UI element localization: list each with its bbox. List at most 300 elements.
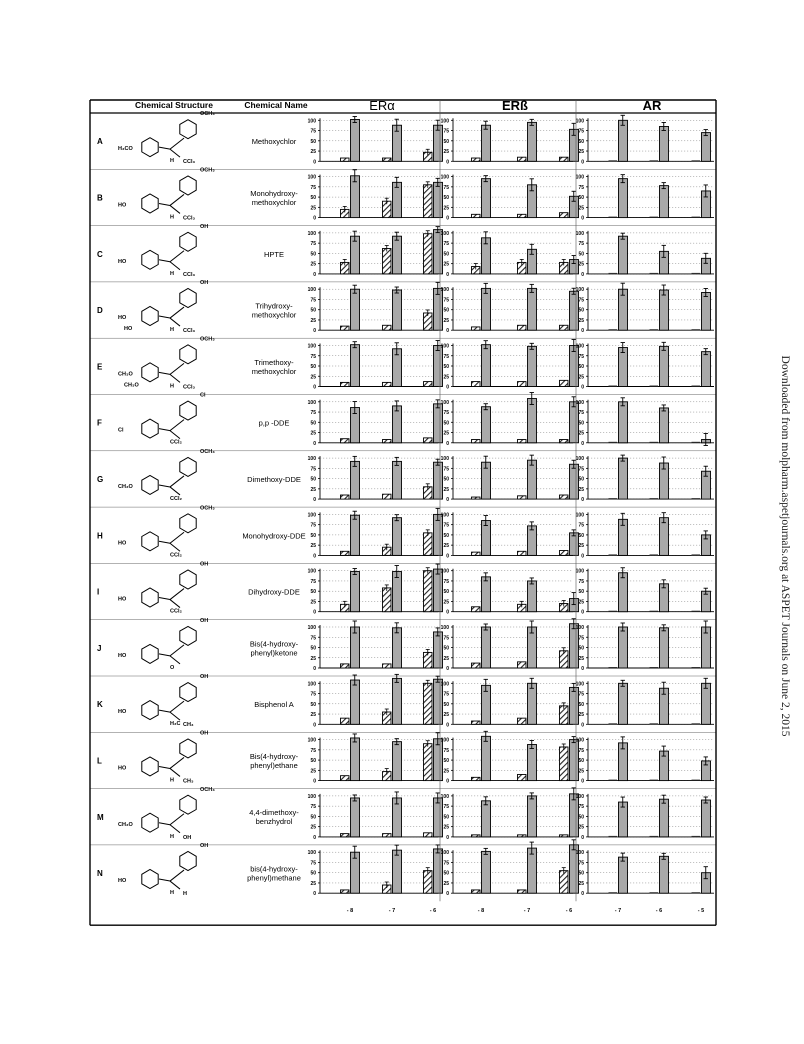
bar-hatched (472, 835, 481, 837)
y-tick-label: 100 (307, 287, 316, 294)
y-tick-label: 0 (446, 497, 449, 504)
bar-solid (482, 627, 491, 668)
y-tick-label: 50 (443, 138, 449, 145)
bond (170, 262, 180, 270)
bar-solid (660, 290, 669, 330)
benzene-ring (142, 194, 158, 213)
y-tick-label: 0 (446, 440, 449, 447)
bar-solid (660, 628, 669, 668)
bar-hatched (609, 273, 618, 274)
y-tick-label: 75 (310, 635, 316, 642)
y-tick-label: 25 (578, 824, 584, 831)
bar-hatched (560, 550, 569, 555)
bond (170, 318, 180, 326)
structure-label: H (170, 327, 174, 334)
bar-solid (619, 236, 628, 274)
bar-chart (441, 231, 579, 278)
bar-hatched (341, 495, 350, 499)
structure-label: OH (200, 280, 209, 287)
structure-label: H (170, 890, 174, 897)
bar-hatched (383, 440, 392, 443)
bar-hatched (341, 439, 350, 443)
structure-label: H (170, 383, 174, 390)
bar-chart (441, 731, 579, 784)
bond (159, 372, 170, 374)
benzene-ring (180, 120, 196, 139)
panel-title-era: ERα (369, 98, 395, 113)
structure-label: HO (118, 878, 127, 885)
bar-solid (660, 346, 669, 386)
y-tick-label: 100 (307, 230, 316, 237)
structure-label: CH₃ (183, 722, 194, 729)
bond (170, 363, 184, 374)
bar-solid (393, 518, 402, 556)
y-tick-label: 50 (443, 589, 449, 596)
bar-solid (528, 399, 537, 443)
bar-hatched (424, 683, 433, 724)
chemical-name: 4,4-dimethoxy-benzhydrol (249, 808, 299, 827)
chemical-structure (118, 224, 208, 278)
bar-chart (576, 568, 714, 616)
structure-label: H₃CO (118, 146, 133, 153)
y-tick-label: 0 (313, 328, 316, 335)
bar-chart (308, 341, 443, 391)
row-letter: D (97, 306, 103, 316)
chemical-structure (118, 505, 215, 558)
y-tick-label: 25 (443, 486, 449, 493)
y-tick-label: 50 (310, 420, 316, 427)
bar-chart (576, 794, 714, 841)
watermark-text: Downloaded from molpharm.aspetjournals.org at ASPET Journals on June 2, 2015 (779, 355, 791, 737)
y-tick-label: 100 (575, 850, 584, 857)
bar-chart (441, 340, 579, 391)
row-letter: A (97, 137, 103, 147)
y-tick-label: 50 (578, 251, 584, 258)
bar-solid (393, 678, 402, 724)
y-tick-label: 0 (581, 215, 584, 222)
y-tick-label: 75 (578, 184, 584, 191)
y-tick-label: 25 (443, 768, 449, 775)
structure-label: OH (200, 561, 209, 568)
name-header: Chemical Name (244, 100, 308, 110)
y-tick-label: 100 (575, 456, 584, 463)
bond (170, 656, 180, 664)
y-tick-label: 75 (310, 184, 316, 191)
y-tick-label: 75 (578, 353, 584, 360)
bar-solid (393, 628, 402, 668)
y-tick-label: 25 (578, 374, 584, 381)
bar-chart (441, 512, 579, 559)
structure-label: OH (183, 834, 192, 841)
bar-solid (570, 291, 579, 330)
y-tick-label: 0 (313, 215, 316, 222)
bar-solid (570, 402, 579, 443)
bar-solid (434, 346, 443, 387)
bar-hatched (692, 611, 701, 612)
structure-label: CH₃ (183, 778, 194, 785)
bar-solid (660, 856, 669, 893)
chemical-name: Bisphenol A (254, 700, 294, 710)
row-letter: I (97, 587, 100, 597)
y-tick-label: 0 (313, 440, 316, 447)
y-tick-label: 100 (440, 343, 449, 350)
benzene-ring (142, 363, 158, 382)
bar-solid (482, 736, 491, 780)
bar-solid (528, 122, 537, 161)
y-tick-label: 25 (443, 317, 449, 324)
bar-hatched (609, 329, 618, 330)
y-tick-label: 100 (307, 681, 316, 688)
bar-chart (308, 282, 443, 334)
y-tick-label: 50 (443, 251, 449, 258)
structure-label: Cl (118, 427, 124, 434)
y-tick-label: 25 (578, 880, 584, 887)
bar-chart (308, 456, 443, 503)
bar-chart (441, 283, 579, 334)
bar-solid (660, 799, 669, 837)
bond (170, 476, 184, 487)
x-tick-label: - 8 (346, 908, 354, 915)
benzene-ring (180, 570, 196, 589)
structure-label: Cl (200, 392, 206, 399)
structure-header: Chemical Structure (135, 100, 213, 110)
bar-solid (393, 742, 402, 781)
y-tick-label: 100 (307, 174, 316, 181)
y-tick-label: 0 (313, 834, 316, 841)
bar-chart (441, 569, 579, 616)
y-tick-label: 0 (446, 159, 449, 166)
y-tick-label: 75 (578, 691, 584, 698)
bond (159, 823, 170, 825)
x-tick-label: - 6 (429, 908, 437, 915)
y-tick-label: 50 (443, 870, 449, 877)
structure-label: CH₃O (118, 483, 133, 490)
row-letter: F (97, 418, 102, 428)
bar-solid (482, 125, 491, 161)
bar-solid (434, 798, 443, 837)
y-tick-label: 25 (310, 486, 316, 493)
bar-hatched (424, 533, 433, 556)
bar-hatched (609, 554, 618, 555)
y-tick-label: 50 (443, 476, 449, 483)
y-tick-label: 25 (578, 655, 584, 662)
y-tick-label: 75 (578, 747, 584, 754)
bond (170, 757, 184, 768)
y-tick-label: 100 (440, 568, 449, 575)
bond (159, 147, 170, 149)
bar-hatched (609, 442, 618, 443)
y-tick-label: 0 (581, 271, 584, 278)
y-tick-label: 100 (575, 793, 584, 800)
bar-hatched (383, 834, 392, 837)
bar-solid (393, 850, 402, 893)
y-tick-label: 25 (578, 261, 584, 268)
y-tick-label: 100 (575, 625, 584, 631)
bar-hatched (560, 157, 569, 161)
y-tick-label: 75 (310, 410, 316, 417)
bar-hatched (383, 248, 392, 273)
bond (170, 870, 184, 881)
y-tick-label: 100 (575, 287, 584, 294)
bar-hatched (472, 777, 481, 780)
structure-label: OCH₃ (200, 448, 215, 455)
y-tick-label: 0 (313, 553, 316, 560)
bar-hatched (560, 380, 569, 386)
y-tick-label: 0 (313, 609, 316, 616)
bar-solid (482, 851, 491, 893)
bar-hatched (650, 442, 659, 443)
bar-hatched (692, 217, 701, 218)
bar-chart (441, 455, 579, 503)
y-tick-label: 100 (440, 737, 449, 744)
bar-chart (441, 118, 579, 165)
bond (170, 712, 180, 720)
y-tick-label: 50 (443, 364, 449, 370)
bond (170, 532, 184, 543)
row-letter: G (97, 474, 104, 484)
benzene-ring (180, 626, 196, 645)
bar-solid (528, 460, 537, 499)
bar-hatched (472, 497, 481, 499)
structure-label: CCl₂ (170, 495, 182, 502)
structure-label: CCl₂ (170, 608, 182, 615)
bond (170, 600, 180, 608)
bar-solid (528, 848, 537, 893)
bar-chart (576, 283, 714, 334)
bar-hatched (518, 718, 527, 724)
bar-chart (308, 792, 443, 841)
y-tick-label: 0 (581, 722, 584, 729)
chemical-name: Monohydroxy-DDE (242, 531, 306, 541)
bar-solid (434, 182, 443, 217)
x-tick-label: - 7 (388, 908, 396, 915)
y-tick-label: 50 (443, 532, 449, 539)
structure-label: HO (118, 540, 127, 547)
bar-solid (660, 126, 669, 161)
bar-solid (660, 186, 669, 218)
bar-hatched (472, 214, 481, 217)
y-tick-label: 50 (310, 195, 316, 202)
y-tick-label: 25 (310, 655, 316, 662)
y-tick-label: 75 (443, 691, 449, 698)
bar-solid (619, 458, 628, 499)
structure-label: H (170, 214, 174, 221)
row-letter: E (97, 362, 103, 372)
bar-hatched (518, 325, 527, 330)
structure-label: CCl₃ (183, 215, 196, 222)
y-tick-label: 75 (578, 804, 584, 811)
y-tick-label: 75 (443, 578, 449, 585)
bar-hatched (609, 723, 618, 724)
y-tick-label: 100 (440, 850, 449, 857)
y-tick-label: 25 (443, 149, 449, 156)
chemical-structure (118, 449, 215, 502)
structure-label: OCH₃ (200, 786, 215, 793)
structure-label: CCl₂ (170, 439, 182, 446)
bar-hatched (609, 836, 618, 837)
y-tick-label: 0 (581, 891, 584, 898)
bar-solid (528, 581, 537, 612)
bond (159, 316, 170, 318)
y-tick-label: 75 (443, 804, 449, 811)
structure-label: OH (200, 730, 209, 737)
y-tick-label: 75 (443, 241, 449, 248)
benzene-ring (142, 757, 158, 776)
y-tick-label: 25 (310, 430, 316, 437)
bar-chart (576, 621, 714, 672)
chemical-name: Dihydroxy-DDE (248, 587, 300, 597)
benzene-ring (142, 475, 158, 494)
bar-solid (570, 794, 579, 837)
bar-chart (441, 619, 579, 672)
chemical-name: Dimethoxy-DDE (247, 474, 301, 484)
bond (159, 260, 170, 262)
bar-hatched (518, 551, 527, 555)
bar-hatched (424, 382, 433, 387)
bar-hatched (424, 833, 433, 837)
bar-solid (351, 236, 360, 274)
y-tick-label: 25 (578, 486, 584, 493)
bar-hatched (650, 554, 659, 555)
y-tick-label: 25 (578, 205, 584, 212)
y-tick-label: 0 (313, 497, 316, 504)
y-tick-label: 0 (446, 891, 449, 898)
y-tick-label: 75 (310, 128, 316, 135)
y-tick-label: 100 (307, 512, 316, 519)
y-tick-label: 75 (578, 410, 584, 417)
x-tick-label: - 6 (655, 908, 663, 915)
bar-hatched (692, 892, 701, 893)
bar-hatched (383, 494, 392, 499)
bond (170, 420, 184, 431)
y-tick-label: 0 (313, 666, 316, 672)
benzene-ring (180, 739, 196, 758)
structure-label: OH (200, 223, 209, 230)
bar-hatched (609, 217, 618, 218)
y-tick-label: 75 (310, 691, 316, 698)
structure-label: CH₃O (118, 371, 133, 378)
y-tick-label: 25 (443, 543, 449, 550)
y-tick-label: 25 (310, 712, 316, 719)
y-tick-label: 0 (581, 553, 584, 560)
x-tick-label: - 7 (523, 908, 531, 915)
benzene-ring (180, 176, 196, 195)
structure-label: O (170, 664, 175, 671)
bar-hatched (424, 438, 433, 443)
y-tick-label: 50 (578, 532, 584, 539)
bar-hatched (560, 747, 569, 781)
y-tick-label: 100 (440, 456, 449, 463)
chemical-name: Trimethoxy-methoxychlor (251, 357, 297, 376)
y-tick-label: 100 (307, 456, 316, 463)
y-tick-label: 0 (581, 440, 584, 447)
benzene-ring (142, 307, 158, 326)
y-tick-label: 50 (310, 645, 316, 652)
y-tick-label: 100 (307, 737, 316, 744)
y-tick-label: 75 (578, 128, 584, 135)
y-tick-label: 0 (581, 834, 584, 841)
panel-title-erb: ERß (502, 98, 528, 113)
y-tick-label: 0 (446, 834, 449, 841)
structure-label: H₃C (170, 721, 181, 728)
y-tick-label: 0 (446, 271, 449, 278)
y-tick-label: 75 (310, 466, 316, 473)
bar-solid (351, 515, 360, 555)
bar-solid (702, 352, 711, 387)
bar-solid (434, 632, 443, 668)
bond (170, 374, 180, 382)
y-tick-label: 75 (310, 578, 316, 585)
y-tick-label: 50 (443, 645, 449, 652)
y-tick-label: 75 (578, 241, 584, 248)
bar-solid (434, 404, 443, 443)
bar-hatched (609, 386, 618, 387)
bond (170, 149, 180, 157)
bar-chart (308, 621, 443, 672)
chemical-structure (118, 618, 208, 671)
bar-hatched (383, 325, 392, 330)
y-tick-label: 100 (307, 343, 316, 350)
x-tick-label: - 7 (614, 908, 622, 915)
bar-hatched (692, 498, 701, 499)
structure-label: CCl₃ (183, 384, 196, 391)
y-tick-label: 25 (310, 880, 316, 887)
y-tick-label: 25 (578, 317, 584, 324)
bond (170, 543, 180, 551)
y-tick-label: 25 (443, 655, 449, 662)
y-tick-label: 25 (578, 599, 584, 606)
bar-hatched (341, 834, 350, 837)
y-tick-label: 25 (443, 599, 449, 606)
y-tick-label: 100 (307, 399, 316, 406)
y-tick-label: 75 (443, 860, 449, 867)
bar-hatched (424, 185, 433, 218)
y-tick-label: 0 (581, 159, 584, 166)
structure-label: H (183, 891, 187, 898)
bar-hatched (650, 780, 659, 781)
bond (159, 654, 170, 656)
bar-hatched (518, 382, 527, 387)
bar-hatched (518, 440, 527, 443)
bar-solid (393, 236, 402, 274)
row-letter: K (97, 700, 103, 710)
y-tick-label: 0 (446, 328, 449, 335)
bar-solid (351, 119, 360, 161)
x-tick-label: - 6 (565, 908, 573, 915)
bar-hatched (560, 835, 569, 837)
y-tick-label: 25 (443, 261, 449, 268)
bar-hatched (692, 723, 701, 724)
y-tick-label: 25 (310, 261, 316, 268)
structure-label: CH₃O (124, 382, 139, 389)
compound-row (97, 111, 297, 165)
bar-solid (660, 518, 669, 556)
bar-hatched (383, 158, 392, 161)
y-tick-label: 0 (313, 159, 316, 166)
y-tick-label: 75 (578, 466, 584, 473)
y-tick-label: 75 (310, 747, 316, 754)
bar-hatched (560, 495, 569, 499)
bar-solid (528, 796, 537, 837)
chemical-name: Bis(4-hydroxy-phenyl)ketone (249, 639, 299, 658)
y-tick-label: 100 (440, 512, 449, 519)
bar-chart (576, 342, 714, 390)
benzene-ring (142, 138, 158, 157)
bar-chart (441, 393, 579, 447)
chemical-structure (118, 843, 208, 897)
bar-hatched (692, 160, 701, 161)
y-tick-label: 50 (578, 589, 584, 596)
